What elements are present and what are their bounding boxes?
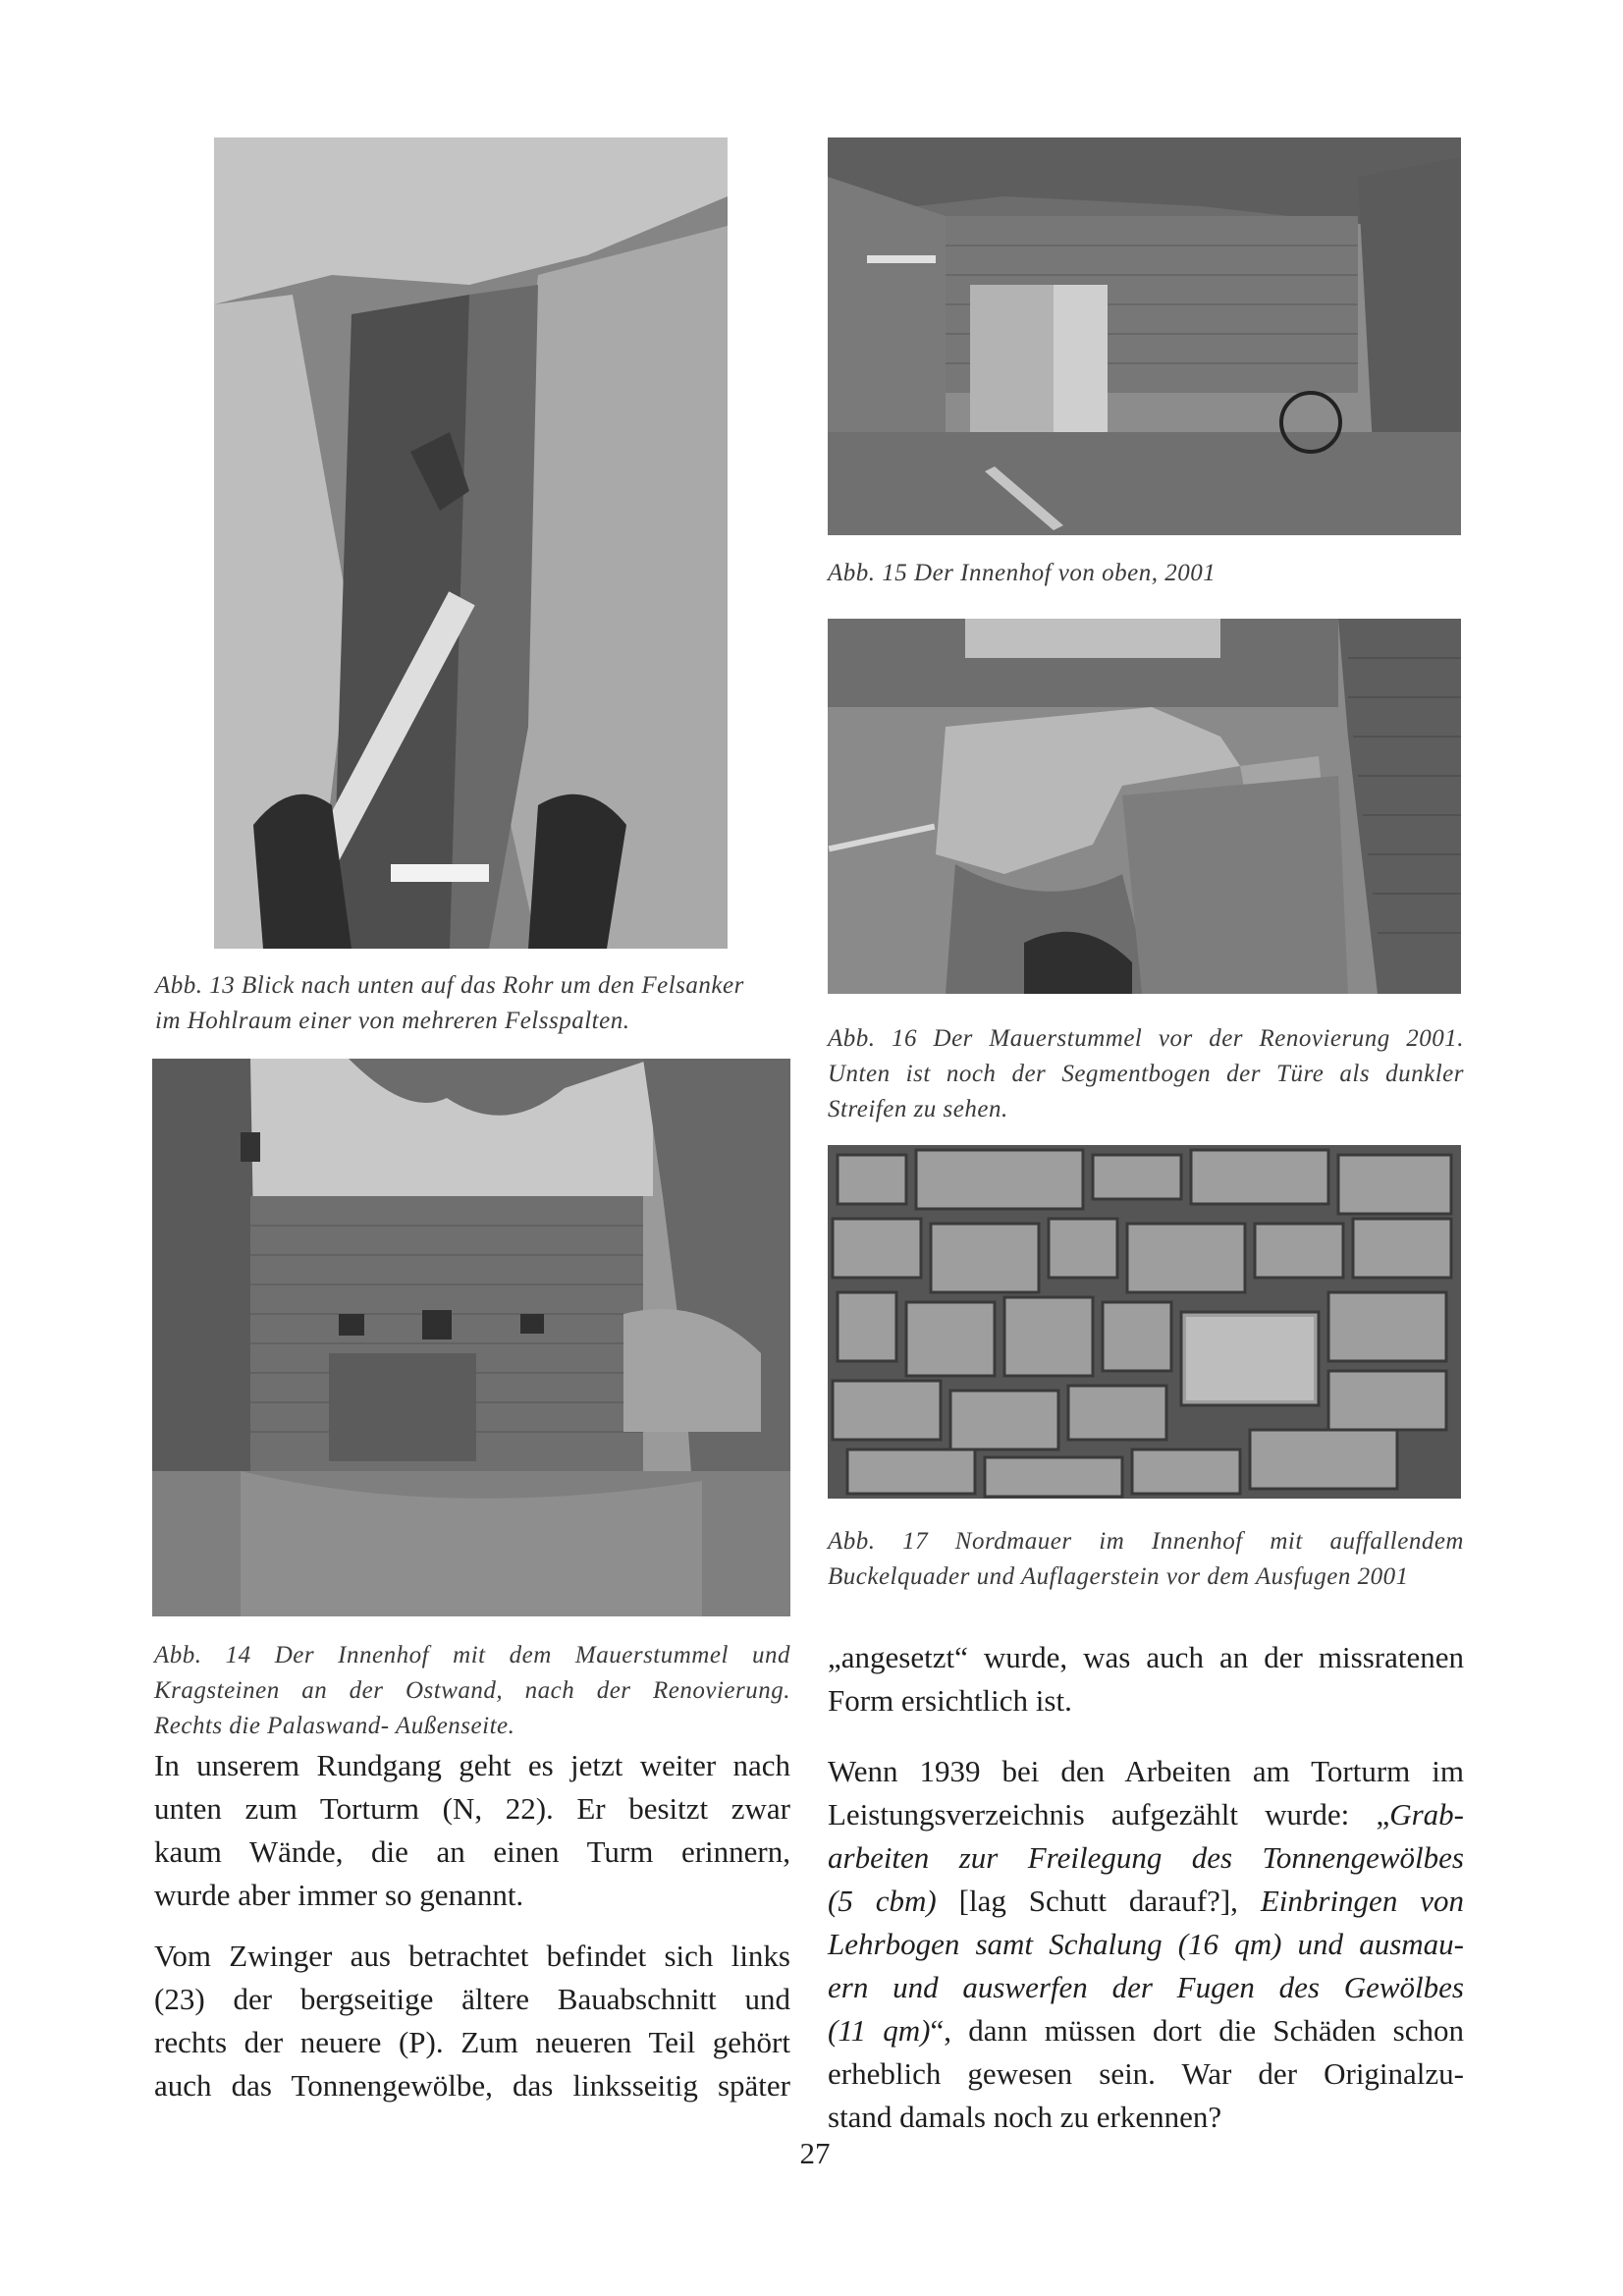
text-line: auch das Tonnengewölbe, das linksseitig später — [154, 2068, 790, 2103]
figure-16-caption — [828, 1021, 1464, 1127]
italic-run: Grab- — [1389, 1797, 1464, 1831]
italic-run: Einbringen von — [1260, 1884, 1464, 1918]
italic-run: (11 qm) — [828, 2013, 931, 2048]
caption-line: im Hohlraum einer von mehreren Felsspalten. — [155, 1008, 630, 1034]
text-line — [828, 1966, 1464, 2009]
figure-13-caption — [155, 968, 793, 1039]
figure-15-caption — [828, 556, 1461, 591]
text-line — [828, 2009, 1464, 2052]
figure-14-caption — [154, 1638, 790, 1744]
caption-line: Abb. 17 Nordmauer im Innenhof mit auffallendem — [828, 1528, 1464, 1555]
caption-line: Abb. 14 Der Innenhof mit dem Mauerstummel und — [154, 1642, 790, 1668]
wall-stump-icon — [828, 619, 1461, 994]
caption-line: Unten ist noch der Segmentbogen der Türe als dunkler — [828, 1061, 1464, 1087]
text-line: kaum Wände, die an einen Turm erinnern, — [154, 1834, 790, 1869]
text-line: (23) der bergseitige ältere Bauabschnitt und — [154, 1982, 790, 2016]
courtyard-icon — [152, 1059, 790, 1616]
text-line: unten zum Torturm (N, 22). Er besitzt zwar — [154, 1791, 790, 1826]
left-column-paragraph-1 — [154, 1744, 790, 1917]
text-line: stand damals noch zu erkennen? — [828, 2100, 1222, 2134]
caption-line: Abb. 13 Blick nach unten auf das Rohr um den Felsanker — [155, 972, 744, 999]
italic-run: Lehrbogen samt Schalung (16 qm) und ausmau- — [828, 1927, 1464, 1961]
text-line: In unserem Rundgang geht es jetzt weiter nach — [154, 1748, 790, 1782]
courtyard-above-icon — [828, 137, 1461, 535]
caption-line: Abb. 15 Der Innenhof von oben, 2001 — [828, 560, 1217, 586]
text-line: „angesetzt“ wurde, was auch an der missratenen — [828, 1640, 1464, 1674]
rock-crevice-icon — [214, 137, 728, 949]
text-run: [lag Schutt darauf?], — [936, 1884, 1261, 1918]
figure-17-caption — [828, 1524, 1464, 1595]
figure-13-photo — [214, 137, 728, 949]
text-line: Vom Zwinger aus betrachtet befindet sich links — [154, 1939, 790, 1973]
right-column-paragraph-2 — [828, 1750, 1464, 2139]
figure-15-photo — [828, 137, 1461, 535]
text-line: rechts der neuere (P). Zum neueren Teil gehört — [154, 2025, 790, 2059]
text-line — [828, 1880, 1464, 1923]
text-line: erheblich gewesen sein. War der Originalzu- — [828, 2056, 1464, 2091]
caption-line: Streifen zu sehen. — [828, 1096, 1008, 1122]
text-run: “, dann müssen dort die Schäden schon — [930, 2013, 1464, 2048]
text-line — [828, 1793, 1464, 1836]
caption-line: Buckelquader und Auflagerstein vor dem Ausfugen 2001 — [828, 1563, 1409, 1590]
left-column-paragraph-2 — [154, 1935, 790, 2107]
text-line — [828, 1836, 1464, 1880]
italic-run: ern und auswerfen der Fugen des Gewölbes — [828, 1970, 1464, 2004]
text-line — [828, 1923, 1464, 1966]
caption-line: Kragsteinen an der Ostwand, nach der Renovierung. — [154, 1677, 790, 1704]
north-wall-icon — [828, 1145, 1461, 1499]
caption-line: Rechts die Palaswand- Außenseite. — [154, 1713, 515, 1739]
text-line: Form ersichtlich ist. — [828, 1683, 1072, 1718]
italic-run: (5 cbm) — [828, 1884, 937, 1918]
text-run: Leistungsverzeichnis aufgezählt wurde: „ — [828, 1797, 1390, 1831]
figure-17-photo — [828, 1145, 1461, 1499]
figure-14-photo — [152, 1059, 790, 1616]
italic-run: arbeiten zur Freilegung des Tonnengewölbes — [828, 1840, 1464, 1875]
text-line: wurde aber immer so genannt. — [154, 1878, 524, 1912]
right-column-paragraph-1 — [828, 1636, 1464, 1722]
caption-line: Abb. 16 Der Mauerstummel vor der Renovierung 2001. — [828, 1025, 1464, 1052]
text-line: Wenn 1939 bei den Arbeiten am Torturm im — [828, 1754, 1464, 1788]
figure-16-photo — [828, 619, 1461, 994]
page-number: 27 — [799, 2136, 831, 2170]
